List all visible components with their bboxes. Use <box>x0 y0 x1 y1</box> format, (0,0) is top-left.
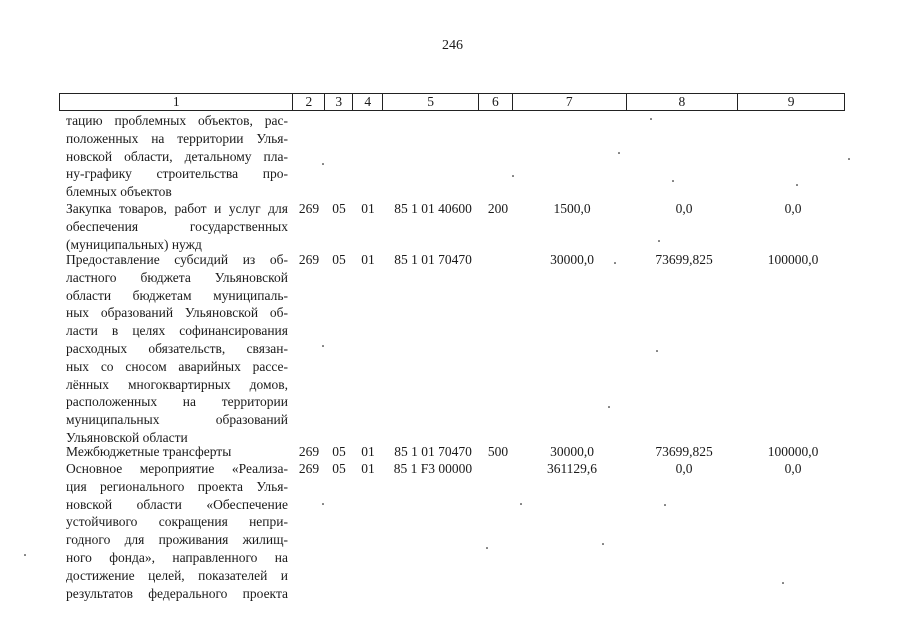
cell-col-9: 0,0 <box>784 201 802 216</box>
row-name <box>66 200 288 253</box>
cell-col-5: 85 1 01 70470 <box>394 252 472 267</box>
cell-col-4: 01 <box>361 252 375 267</box>
header-col-7: 7 <box>513 94 627 110</box>
scan-speck <box>614 262 616 264</box>
cell-col-3: 05 <box>332 252 346 267</box>
name-line: устойчивого сокращения непри- <box>66 514 288 530</box>
name-line: ных образований Ульяновской об- <box>66 305 288 321</box>
name-line: результатов федерального проекта <box>66 585 288 601</box>
row-name <box>66 112 288 201</box>
scan-speck <box>512 175 514 177</box>
cell-col-8: 73699,825 <box>655 252 713 267</box>
scan-speck <box>608 406 610 408</box>
cell-col-2: 269 <box>298 252 320 267</box>
cell-col-3: 05 <box>332 461 346 476</box>
cell-col-3: 05 <box>332 444 346 459</box>
name-line: обеспечения государственных <box>66 218 288 234</box>
cell-col-2: 269 <box>298 461 320 476</box>
cell-col-6: 200 <box>487 201 509 216</box>
name-line: Ульяновской области <box>66 429 188 445</box>
name-line: области бюджетам муниципаль- <box>66 287 288 303</box>
cell-col-7: 30000,0 <box>550 252 594 267</box>
header-col-6: 6 <box>479 94 513 110</box>
cell-col-5: 85 1 01 70470 <box>394 444 472 459</box>
name-line: положенных на территории Улья- <box>66 130 288 146</box>
row-name <box>66 460 288 602</box>
cell-col-4: 01 <box>361 444 375 459</box>
header-col-4: 4 <box>353 94 383 110</box>
cell-col-2: 269 <box>298 444 320 459</box>
name-line: лённых многоквартирных домов, <box>66 376 288 392</box>
name-line: ну-графику строительства про- <box>66 166 288 182</box>
cell-col-7: 361129,6 <box>546 461 598 476</box>
scan-speck <box>658 240 660 242</box>
name-line: достижение целей, показателей и <box>66 567 288 583</box>
cell-col-7: 1500,0 <box>553 201 591 216</box>
scan-speck <box>322 503 324 505</box>
scan-speck <box>520 503 522 505</box>
cell-col-8: 0,0 <box>675 201 693 216</box>
cell-col-8: 0,0 <box>675 461 693 476</box>
cell-col-9: 0,0 <box>784 461 802 476</box>
cell-col-9: 100000,0 <box>767 444 819 459</box>
name-line: ция регионального проекта Улья- <box>66 478 288 494</box>
scan-speck <box>782 582 784 584</box>
cell-col-4: 01 <box>361 461 375 476</box>
scan-speck <box>602 543 604 545</box>
name-line: Закупка товаров, работ и услуг для <box>66 201 288 216</box>
header-col-2: 2 <box>293 94 325 110</box>
cell-col-2: 269 <box>298 201 320 216</box>
cell-col-5: 85 1 01 40600 <box>394 201 472 216</box>
name-line: Основное мероприятие «Реализа- <box>66 461 288 476</box>
scan-speck <box>24 554 26 556</box>
cell-col-8: 73699,825 <box>655 444 713 459</box>
name-line: муниципальных образований <box>66 412 288 428</box>
name-line: (муниципальных) нужд <box>66 236 202 252</box>
scan-speck <box>672 180 674 182</box>
name-line: новской области «Обеспечение <box>66 496 288 512</box>
cell-col-4: 01 <box>361 201 375 216</box>
header-col-5: 5 <box>383 94 479 110</box>
cell-col-9: 100000,0 <box>767 252 819 267</box>
name-line: тацию проблемных объектов, рас- <box>66 113 288 128</box>
name-line: ласти в целях софинансирования <box>66 323 288 339</box>
name-line: Межбюджетные трансферты <box>66 444 232 459</box>
scan-speck <box>796 184 798 186</box>
name-line: ных со сносом аварийных рассе- <box>66 358 288 374</box>
scan-speck <box>664 504 666 506</box>
header-col-9: 9 <box>787 94 795 109</box>
scan-speck <box>848 158 850 160</box>
name-line: Предоставление субсидий из об- <box>66 252 288 267</box>
name-line: расходных обязательств, связан- <box>66 340 288 356</box>
header-col-8: 8 <box>627 94 739 110</box>
cell-col-6: 500 <box>487 444 509 459</box>
scan-speck <box>656 350 658 352</box>
name-line: новской области, детальному пла- <box>66 148 288 164</box>
header-col-1: 1 <box>60 94 293 110</box>
name-line: годного для проживания жилищ- <box>66 532 288 548</box>
name-line: ного фонда», направленного на <box>66 549 288 565</box>
name-line: расположенных на территории <box>66 394 288 410</box>
row-name <box>66 443 288 461</box>
cell-col-3: 05 <box>332 201 346 216</box>
cell-col-5: 85 1 F3 00000 <box>393 461 473 476</box>
header-col-3: 3 <box>325 94 353 110</box>
cell-col-7: 30000,0 <box>550 444 594 459</box>
name-line: ластного бюджета Ульяновской <box>66 269 288 285</box>
scan-speck <box>618 152 620 154</box>
scan-speck <box>322 345 324 347</box>
scan-speck <box>486 547 488 549</box>
row-name <box>66 251 288 447</box>
scan-speck <box>650 118 652 120</box>
scan-speck <box>322 163 324 165</box>
page-number: 246 <box>442 38 463 53</box>
name-line: блемных объектов <box>66 184 172 200</box>
